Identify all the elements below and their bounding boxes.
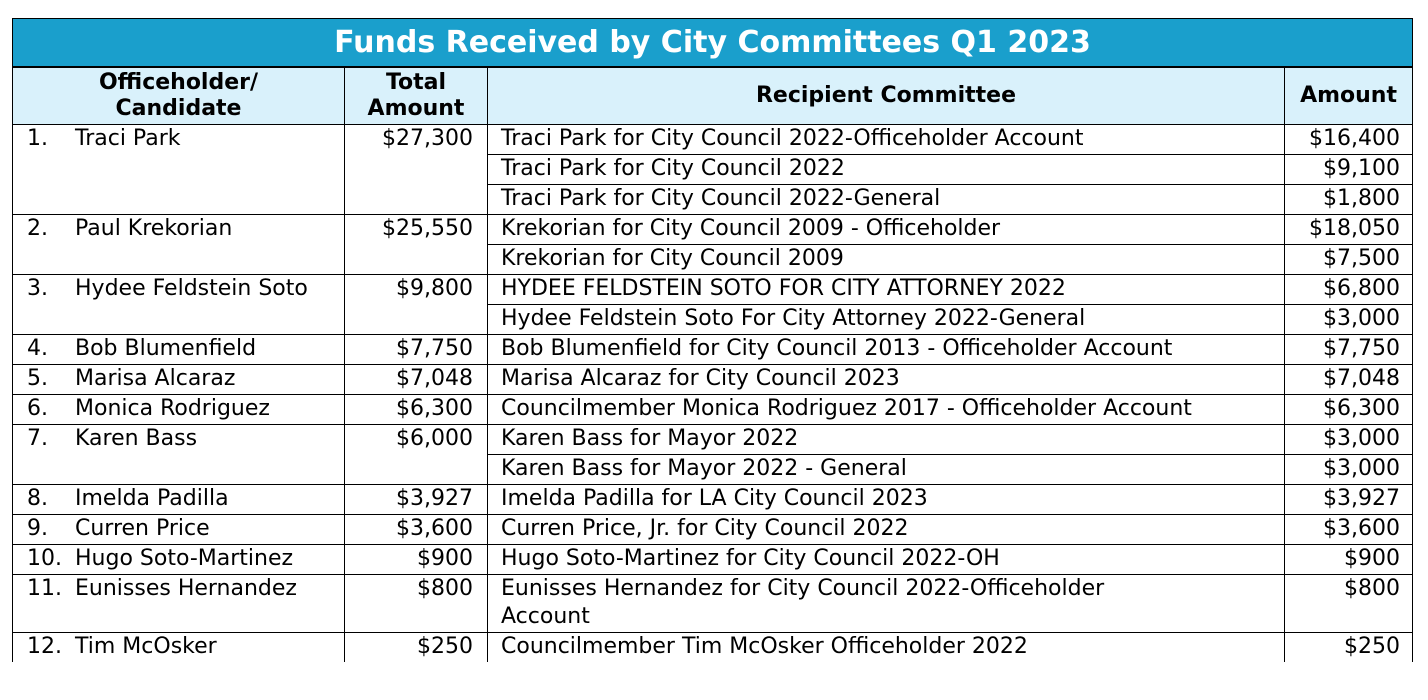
officeholder-name: Paul Krekorian [75, 216, 233, 241]
recipient-committee-cell: Councilmember Tim McOsker Officeholder 2022 [488, 633, 1285, 663]
table-row [13, 155, 1413, 185]
row-number: 12. [27, 634, 62, 659]
officeholder-name: Hydee Feldstein Soto [75, 276, 308, 301]
recipient-committee-cell: Bob Blumenfield for City Council 2013 - Officeholder Account [488, 335, 1285, 365]
row-number: 9. [27, 516, 48, 541]
recipient-committee-cell: Councilmember Monica Rodriguez 2017 - Officeholder Account [488, 395, 1285, 425]
header-total-amount [345, 67, 488, 125]
header-recipient-committee: Recipient Committee [488, 67, 1285, 125]
recipient-committee-cell: Traci Park for City Council 2022-Officeholder Account [488, 125, 1285, 155]
officeholder-cell [13, 485, 345, 515]
officeholder-name: Curren Price [75, 516, 210, 541]
table-row [13, 485, 1413, 515]
amount-cell: $6,800 [1285, 275, 1413, 305]
table-row [13, 305, 1413, 335]
row-number: 11. [27, 576, 62, 601]
row-number: 7. [27, 426, 48, 451]
table-row [13, 335, 1413, 365]
recipient-committee-cell: HYDEE FELDSTEIN SOTO FOR CITY ATTORNEY 2022 [488, 275, 1285, 305]
total-amount-cell: $25,550 [345, 215, 488, 245]
row-number: 1. [27, 126, 48, 151]
row-number: 4. [27, 336, 48, 361]
officeholder-cell [13, 335, 345, 365]
header-officeholder-line2: Candidate [115, 96, 242, 121]
recipient-committee-cell: Traci Park for City Council 2022 [488, 155, 1285, 185]
officeholder-cell [13, 633, 345, 663]
officeholder-cell [13, 215, 345, 245]
table-row [13, 365, 1413, 395]
row-number: 10. [27, 546, 62, 571]
table-row [13, 245, 1413, 275]
total-amount-cell: $3,600 [345, 515, 488, 545]
officeholder-cell [13, 245, 345, 275]
officeholder-cell [13, 515, 345, 545]
total-amount-cell [345, 185, 488, 215]
officeholder-cell [13, 455, 345, 485]
amount-cell: $9,100 [1285, 155, 1413, 185]
header-amount: Amount [1285, 67, 1413, 125]
funds-table [12, 18, 1413, 662]
officeholder-cell [13, 575, 345, 633]
amount-cell: $1,800 [1285, 185, 1413, 215]
officeholder-cell [13, 125, 345, 155]
recipient-committee-cell: Krekorian for City Council 2009 [488, 245, 1285, 275]
amount-cell: $7,750 [1285, 335, 1413, 365]
table-row [13, 633, 1413, 663]
table-row [13, 215, 1413, 245]
recipient-committee-cell: Imelda Padilla for LA City Council 2023 [488, 485, 1285, 515]
officeholder-cell [13, 275, 345, 305]
table-row [13, 275, 1413, 305]
amount-cell: $7,048 [1285, 365, 1413, 395]
recipient-committee-cell: Traci Park for City Council 2022-General [488, 185, 1285, 215]
total-amount-cell [345, 455, 488, 485]
officeholder-name: Eunisses Hernandez [75, 576, 297, 601]
total-amount-cell: $800 [345, 575, 488, 633]
officeholder-cell [13, 365, 345, 395]
recipient-committee-cell: Marisa Alcaraz for City Council 2023 [488, 365, 1285, 395]
header-officeholder [13, 67, 345, 125]
amount-cell: $3,000 [1285, 455, 1413, 485]
amount-cell: $900 [1285, 545, 1413, 575]
recipient-committee-cell: Hydee Feldstein Soto For City Attorney 2022-General [488, 305, 1285, 335]
table-row [13, 125, 1413, 155]
total-amount-cell: $250 [345, 633, 488, 663]
officeholder-cell [13, 155, 345, 185]
amount-cell: $3,000 [1285, 305, 1413, 335]
officeholder-cell [13, 425, 345, 455]
officeholder-name: Hugo Soto-Martinez [75, 546, 294, 571]
table-row [13, 185, 1413, 215]
officeholder-name: Bob Blumenfield [75, 336, 257, 361]
table-row [13, 425, 1413, 455]
officeholder-name: Tim McOsker [75, 634, 217, 659]
officeholder-cell [13, 305, 345, 335]
total-amount-cell [345, 305, 488, 335]
total-amount-cell: $900 [345, 545, 488, 575]
total-amount-cell: $6,000 [345, 425, 488, 455]
total-amount-cell [345, 155, 488, 185]
table-row [13, 575, 1413, 633]
recipient-committee-cell: Karen Bass for Mayor 2022 - General [488, 455, 1285, 485]
amount-cell: $800 [1285, 575, 1413, 633]
amount-cell: $16,400 [1285, 125, 1413, 155]
recipient-committee-cell: Karen Bass for Mayor 2022 [488, 425, 1285, 455]
row-number: 3. [27, 276, 48, 301]
header-total-line1: Total [385, 70, 447, 95]
officeholder-cell [13, 185, 345, 215]
total-amount-cell: $7,750 [345, 335, 488, 365]
header-officeholder-line1: Officeholder/ [98, 70, 259, 95]
amount-cell: $3,600 [1285, 515, 1413, 545]
officeholder-cell [13, 545, 345, 575]
total-amount-cell: $3,927 [345, 485, 488, 515]
officeholder-name: Traci Park [75, 126, 181, 151]
row-number: 8. [27, 486, 48, 511]
recipient-committee-cell: Krekorian for City Council 2009 - Officeholder [488, 215, 1285, 245]
table-row [13, 515, 1413, 545]
table-container [12, 18, 1412, 662]
officeholder-name: Marisa Alcaraz [75, 366, 236, 391]
amount-cell: $250 [1285, 633, 1413, 663]
amount-cell: $7,500 [1285, 245, 1413, 275]
officeholder-name: Monica Rodriguez [75, 396, 270, 421]
total-amount-cell [345, 245, 488, 275]
amount-cell: $18,050 [1285, 215, 1413, 245]
officeholder-cell [13, 395, 345, 425]
recipient-committee-cell: Eunisses Hernandez for City Council 2022-Officeholder Account [488, 575, 1285, 633]
officeholder-name: Karen Bass [75, 426, 198, 451]
recipient-committee-cell: Hugo Soto-Martinez for City Council 2022-OH [488, 545, 1285, 575]
total-amount-cell: $7,048 [345, 365, 488, 395]
row-number: 5. [27, 366, 48, 391]
table-row [13, 455, 1413, 485]
row-number: 6. [27, 396, 48, 421]
amount-cell: $6,300 [1285, 395, 1413, 425]
total-amount-cell: $6,300 [345, 395, 488, 425]
total-amount-cell: $9,800 [345, 275, 488, 305]
amount-cell: $3,927 [1285, 485, 1413, 515]
table-row [13, 545, 1413, 575]
row-number: 2. [27, 216, 48, 241]
table-row [13, 395, 1413, 425]
header-total-line2: Amount [367, 96, 465, 121]
table-title: Funds Received by City Committees Q1 2023 [13, 19, 1413, 68]
total-amount-cell: $27,300 [345, 125, 488, 155]
recipient-committee-cell: Curren Price, Jr. for City Council 2022 [488, 515, 1285, 545]
amount-cell: $3,000 [1285, 425, 1413, 455]
officeholder-name: Imelda Padilla [75, 486, 229, 511]
